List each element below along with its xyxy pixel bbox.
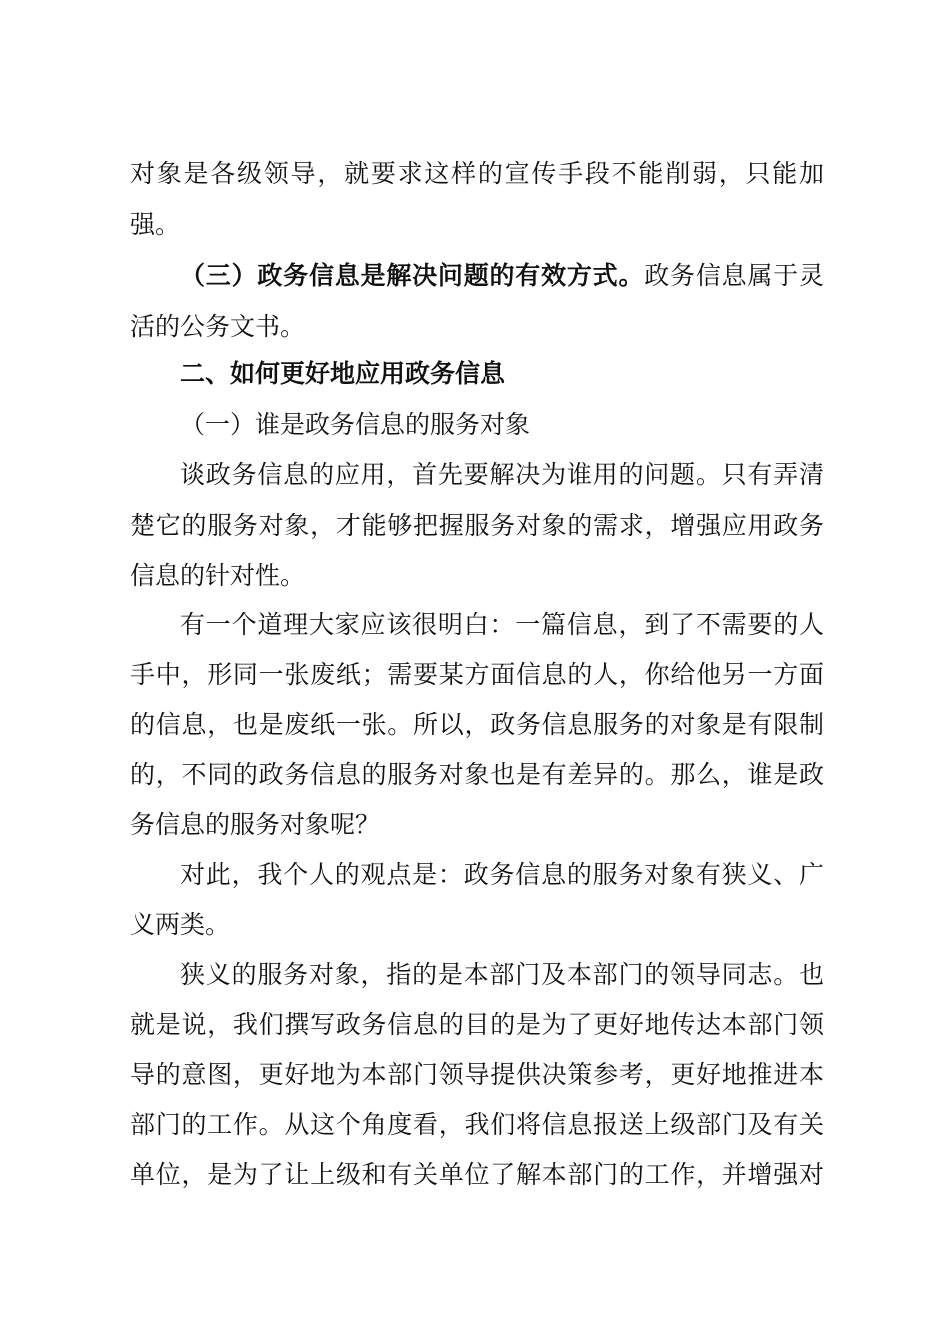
inline-subheading: （三）政务信息是解决问题的有效方式。	[180, 261, 645, 290]
paragraph-line: 对此，我个人的观点是：政务信息的服务对象有狭义、广	[180, 860, 824, 889]
paragraph-line: 对象是各级领导，就要求这样的宣传手段不能削弱，只能加	[130, 159, 824, 188]
paragraph-line: 务信息的服务对象呢？	[130, 810, 381, 839]
paragraph-line: 谈政务信息的应用，首先要解决为谁用的问题。只有弄清	[180, 460, 824, 489]
paragraph-line: 部门的工作。从这个角度看，我们将信息报送上级部门及有关	[130, 1110, 824, 1139]
paragraph-line	[180, 259, 824, 293]
paragraph-line: 楚它的服务对象，才能够把握服务对象的需求，增强应用政务	[130, 511, 824, 540]
paragraph-line: 义两类。	[130, 910, 231, 939]
section-heading: 二、如何更好地应用政务信息	[180, 359, 506, 388]
paragraph-line: 的，不同的政务信息的服务对象也是有差异的。那么，谁是政	[130, 760, 824, 789]
paragraph-line: 手中，形同一张废纸；需要某方面信息的人，你给他另一方面	[130, 660, 824, 689]
paragraph-line: 导的意图，更好地为本部门领导提供决策参考，更好地推进本	[130, 1060, 824, 1089]
subsection-heading: （一）谁是政务信息的服务对象	[180, 410, 531, 439]
paragraph-line: 狭义的服务对象，指的是本部门及本部门的领导同志。也	[180, 960, 824, 989]
paragraph-line: 就是说，我们撰写政务信息的目的是为了更好地传达本部门领	[130, 1010, 824, 1039]
paragraph-line: 有一个道理大家应该很明白：一篇信息，到了不需要的人	[180, 610, 824, 639]
paragraph-line: 的信息，也是废纸一张。所以，政务信息服务的对象是有限制	[130, 710, 824, 739]
paragraph-line: 活的公务文书。	[130, 312, 306, 341]
paragraph-line: 信息的针对性。	[130, 561, 306, 590]
inline-text: 政务信息属于灵	[644, 261, 824, 290]
paragraph-line: 强。	[130, 210, 181, 239]
paragraph-line: 单位，是为了让上级和有关单位了解本部门的工作，并增强对	[130, 1160, 824, 1189]
